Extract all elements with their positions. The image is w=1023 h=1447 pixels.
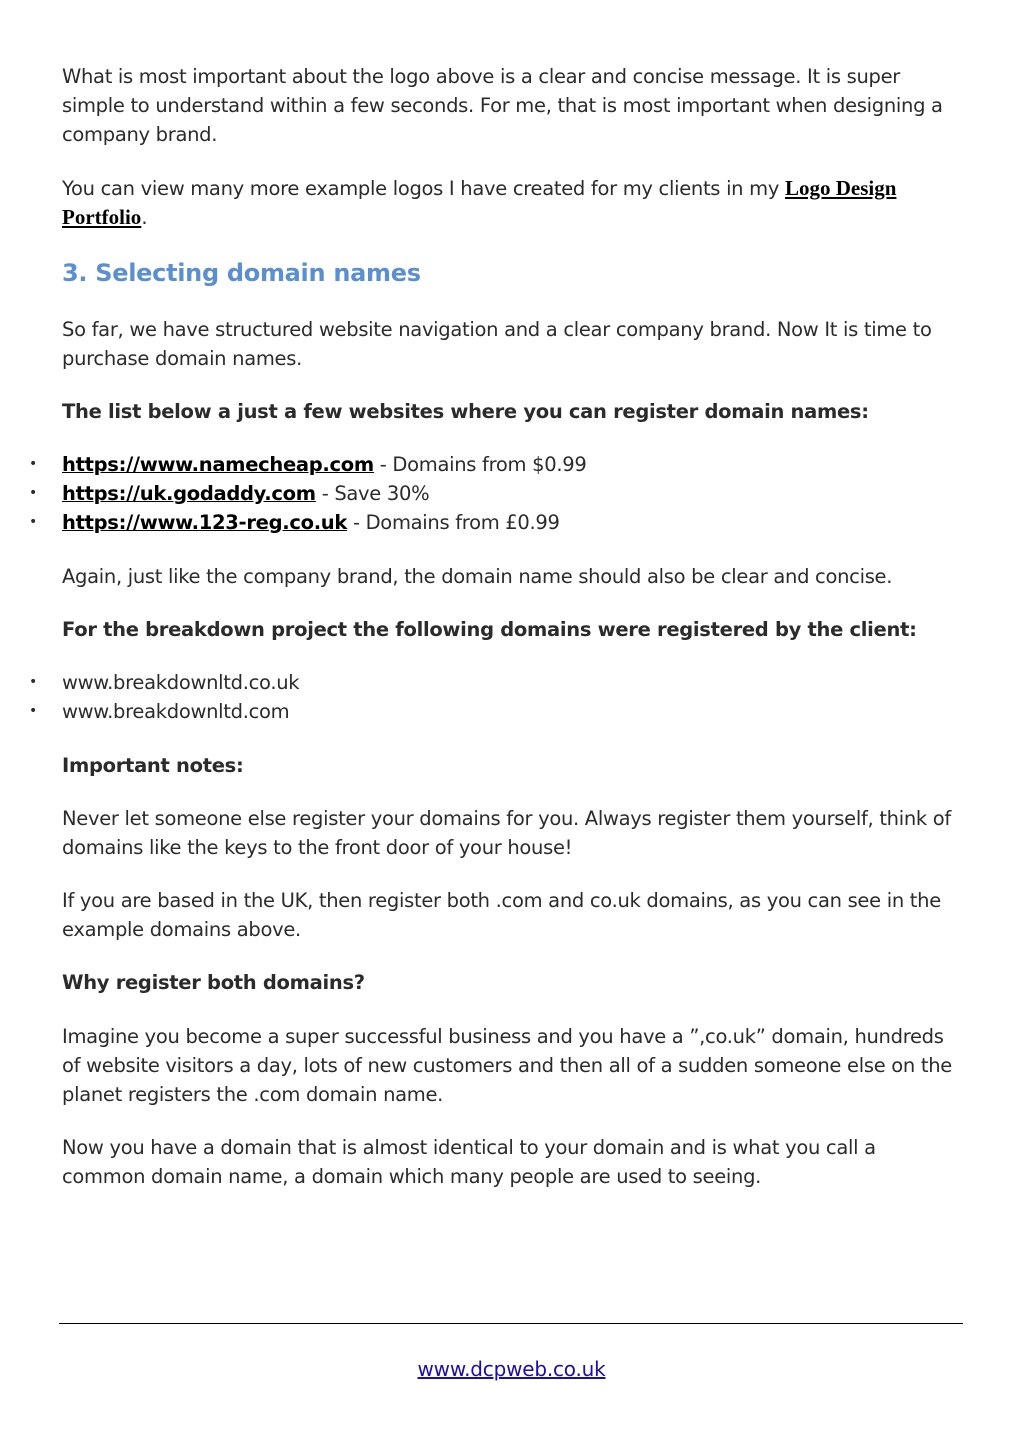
list-item (0, 450, 962, 479)
list-item: • www.breakdownltd.com (0, 697, 962, 726)
portfolio-prefix: You can view many more example logos I have created for my clients in my (62, 177, 785, 200)
registrar-note: - Domains from £0.99 (347, 511, 560, 534)
domains-list-block (0, 668, 962, 726)
again-text: Again, just like the company brand, the domain name should also be clear and concise. (62, 565, 893, 588)
list-item: • www.breakdownltd.co.uk (0, 668, 962, 697)
why-2-text: Now you have a domain that is almost identical to your domain and is what you call a common domain name, a domain which many people are used to seeing. (62, 1136, 876, 1188)
registrar-link-namecheap[interactable]: https://www.namecheap.com (62, 453, 374, 476)
registrars-intro (62, 397, 962, 426)
registrars-intro-text: The list below a just a few websites where you can register domain names: (62, 400, 869, 423)
portfolio-paragraph (62, 174, 962, 232)
why-heading-block (62, 968, 962, 997)
note-1-text: Never let someone else register your domains for you. Always register them yourself, think of domains like the keys to the front door of your house! (62, 807, 952, 859)
domains-intro (62, 615, 962, 644)
why-1-text: Imagine you become a super successful business and you have a ”,co.uk” domain, hundreds of website visitors a day, lots of new customers and then all of a sudden someone else on the planet registers the .com domain name. (62, 1025, 952, 1106)
footer-divider (59, 1323, 963, 1324)
why-paragraph-2 (62, 1133, 962, 1191)
notes-heading: Important notes: (62, 754, 244, 777)
portfolio-text (62, 174, 962, 232)
portfolio-suffix: . (141, 206, 148, 229)
note-2-text: If you are based in the UK, then register both .com and co.uk domains, as you can see in the example domains above. (62, 889, 941, 941)
notes-heading-block (62, 751, 962, 780)
list-item (0, 479, 962, 508)
why-heading: Why register both domains? (62, 971, 365, 994)
list-item (0, 508, 962, 537)
domains-intro-text: For the breakdown project the following domains were registered by the client: (62, 618, 917, 641)
portfolio-link[interactable]: Logo Design Portfolio (62, 176, 897, 229)
note-2 (62, 886, 962, 944)
section-heading: 3. Selecting domain names (62, 259, 421, 287)
footer (0, 1357, 1023, 1381)
registrar-note: - Save 30% (315, 482, 430, 505)
registrar-link-godaddy[interactable]: https://uk.godaddy.com (62, 482, 316, 505)
section-heading-block (62, 258, 962, 288)
registrar-note: - Domains from $0.99 (373, 453, 587, 476)
registrar-link-123reg[interactable]: https://www.123-reg.co.uk (62, 511, 348, 534)
registrars-list (0, 450, 962, 537)
registrars-list-block (0, 450, 962, 537)
intro-paragraph (62, 62, 962, 149)
section-intro (62, 315, 962, 373)
section-intro-text: So far, we have structured website navigation and a clear company brand. Now It is time to purchase domain names. (62, 318, 932, 370)
domains-list (0, 668, 962, 726)
footer-link[interactable]: www.dcpweb.co.uk (417, 1357, 606, 1381)
intro-text: What is most important about the logo above is a clear and concise message. It is super simple to understand within a few seconds. For me, that is most important when designing a company brand. (62, 65, 943, 146)
again-paragraph (62, 562, 962, 591)
note-1 (62, 804, 962, 862)
why-paragraph-1 (62, 1022, 962, 1109)
